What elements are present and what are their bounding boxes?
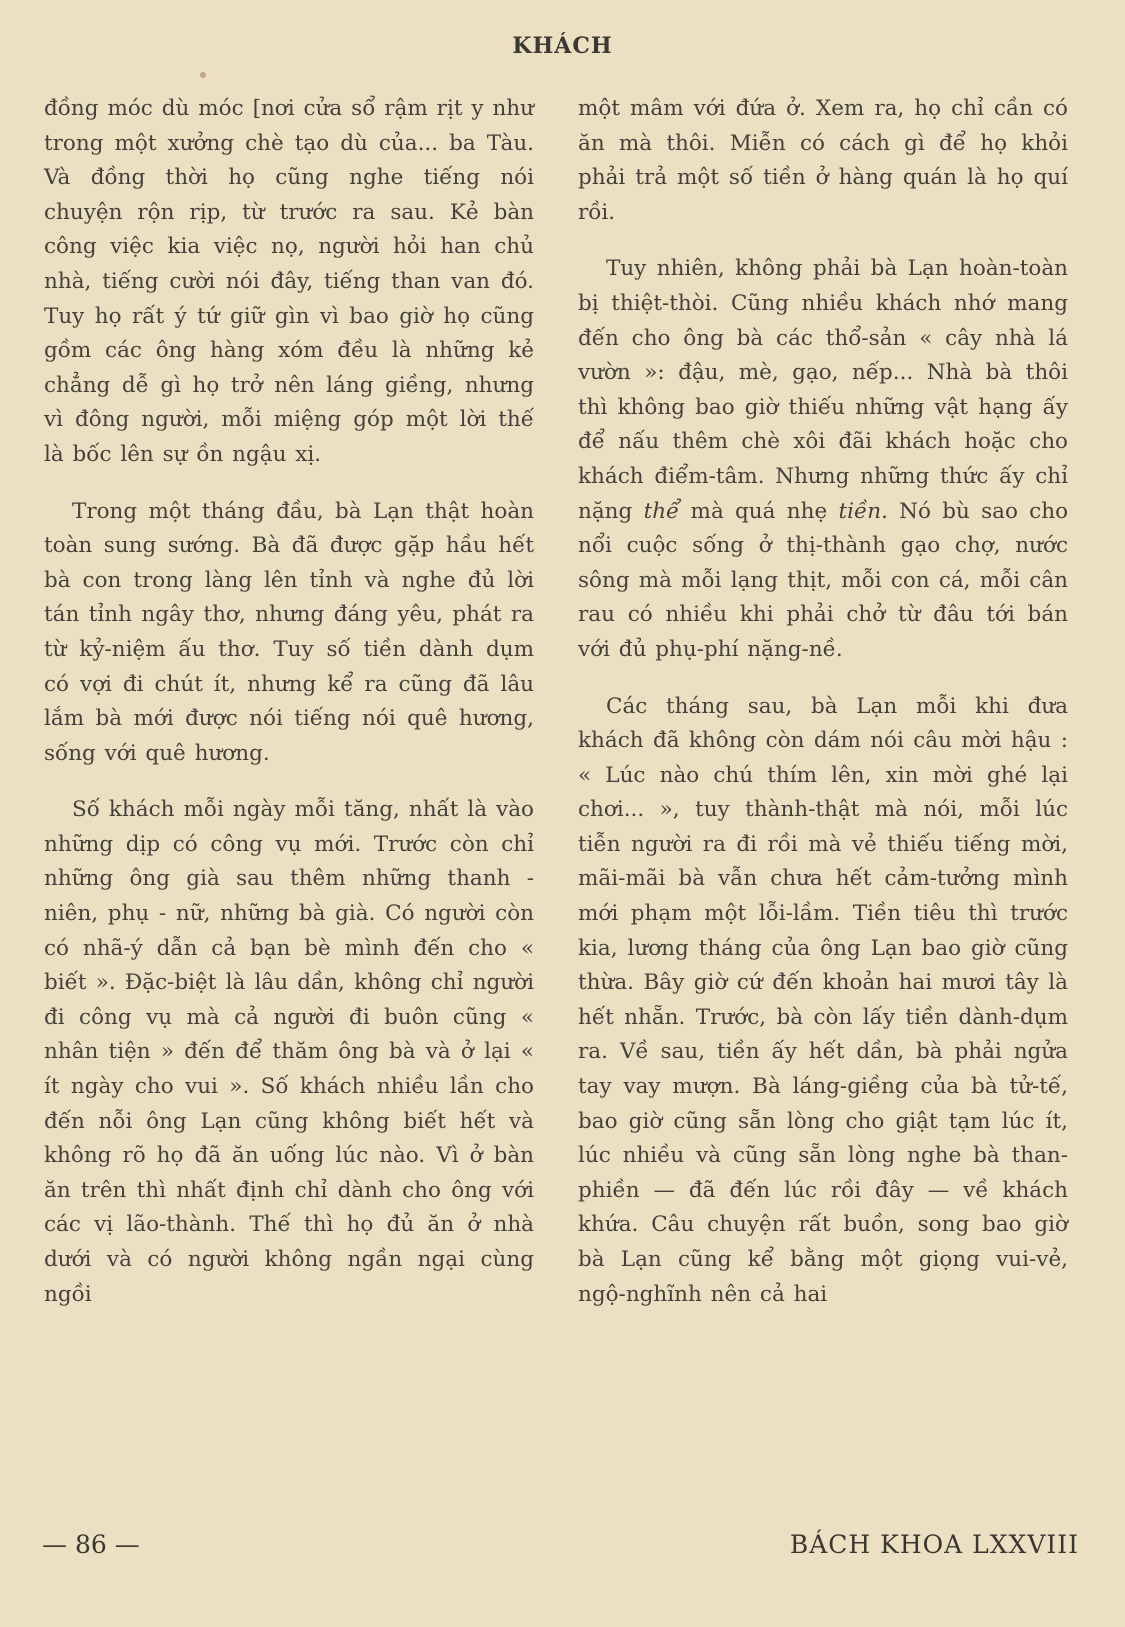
journal-footer: BÁCH KHOA LXXVIII (789, 1530, 1079, 1559)
ink-speck (200, 72, 206, 78)
text-run: . Nó bù sao cho nổi cuộc sống ở thị-thành gạo chợ, nước sông mà mỗi lạng thịt, mỗi con cá, mỗi cân rau có nhiều khi phải chở từ đâu tới bán với đủ phụ-phí nặng-nề. (578, 498, 1069, 662)
emphasized-word: tiền (838, 498, 882, 524)
page-header-title: KHÁCH (512, 33, 613, 59)
paragraph: Số khách mỗi ngày mỗi tăng, nhất là vào những dịp có công vụ mới. Trước còn chỉ những ông già sau thêm những thanh - niên, phụ - nữ, những bà già. Có người còn có nhã-ý dẫn cả bạn bè mình đến cho « biết ». Đặc-biệt là lâu dần, không chỉ người đi công vụ mà cả người đi buôn cũng « nhân tiện » đến để thăm ông bà và ở lại « ít ngày cho vui ». Số khách nhiều lần cho đến nỗi ông Lạn cũng không biết hết và không rõ họ đã ăn uống lúc nào. Vì ở bàn ăn trên thì nhất định chỉ dành cho ông với các vị lão-thành. Thế thì họ đủ ăn ở nhà dưới và có người không ngần ngại cùng ngồi (44, 797, 534, 1307)
emphasized-word: thể (643, 498, 680, 524)
paragraph: Các tháng sau, bà Lạn mỗi khi đưa khách đã không còn dám nói câu mời hậu : « Lúc nào chú thím lên, xin mời ghé lại chơi... », tuy thành-thật mà nói, mỗi lúc tiễn người ra đi rồi mà vẻ thiếu tiếng mời, mãi-mãi bà vẫn chưa hết cảm-tưởng mình mới phạm một lỗi-lầm. Tiền tiêu thì trước kia, lương tháng của ông Lạn bao giờ cũng thừa. Bây giờ cứ đến khoản hai mươi tây là hết nhẵn. Trước, bà còn lấy tiền dành-dụm ra. Về sau, tiền ấy hết dần, bà phải ngửa tay vay mượn. Bà láng-giềng của bà tử-tế, bao giờ cũng sẵn lòng cho giật tạm lúc ít, lúc nhiều và cũng sẵn lòng nghe bà than-phiền — đã đến lúc rồi đây — về khách khứa. Câu chuyện rất buồn, song bao giờ bà Lạn cũng kể bằng một giọng vui-vẻ, ngộ-nghĩnh nên cả hai (578, 693, 1068, 1307)
left-column (44, 92, 534, 1334)
paragraph: Trong một tháng đầu, bà Lạn thật hoàn toàn sung sướng. Bà đã được gặp hầu hết bà con trong làng lên tỉnh và nghe đủ lời tán tỉnh ngây thơ, nhưng đáng yêu, phát ra từ kỷ-niệm ấu thơ. Tuy số tiền dành dụm có vợi đi chút ít, nhưng kể ra cũng đã lâu lắm bà mới được nói tiếng nói quê hương, sống với quê hương. (44, 498, 534, 766)
page-number: — 86 — (42, 1530, 140, 1559)
paragraph (578, 252, 1068, 667)
paragraph: một mâm với đứa ở. Xem ra, họ chỉ cần có ăn mà thôi. Miễn có cách gì để họ khỏi phải trả một số tiền ở hàng quán là họ quí rồi. (578, 96, 1068, 225)
right-column (578, 92, 1068, 1334)
paragraph: đồng móc dù móc [nơi cửa sổ rậm rịt y như trong một xưởng chè tạo dù của... ba Tàu. Và đồng thời họ cũng nghe tiếng nói chuyện rộn rịp, từ trước ra sau. Kẻ bàn công việc kia việc nọ, người hỏi han chủ nhà, tiếng cười nói đây, tiếng than van đó. Tuy họ rất ý tứ giữ gìn vì bao giờ họ cũng gồm các ông hàng xóm đều là những kẻ chẳng dễ gì họ trở nên láng giềng, nhưng vì đông người, mỗi miệng góp một lời thế là bốc lên sự ồn ngậu xị. (44, 96, 534, 467)
text-run: mà quá nhẹ (679, 498, 839, 524)
text-run: Tuy nhiên, không phải bà Lạn hoàn-toàn bị thiệt-thòi. Cũng nhiều khách nhớ mang đến cho ông bà các thổ-sản « cây nhà lá vườn »: đậu, mè, gạo, nếp... Nhà bà thôi thì không bao giờ thiếu những vật hạng ấy để nấu thêm chè xôi đãi khách hoặc cho khách điểm-tâm. Nhưng những thức ấy chỉ nặng (578, 256, 1068, 524)
